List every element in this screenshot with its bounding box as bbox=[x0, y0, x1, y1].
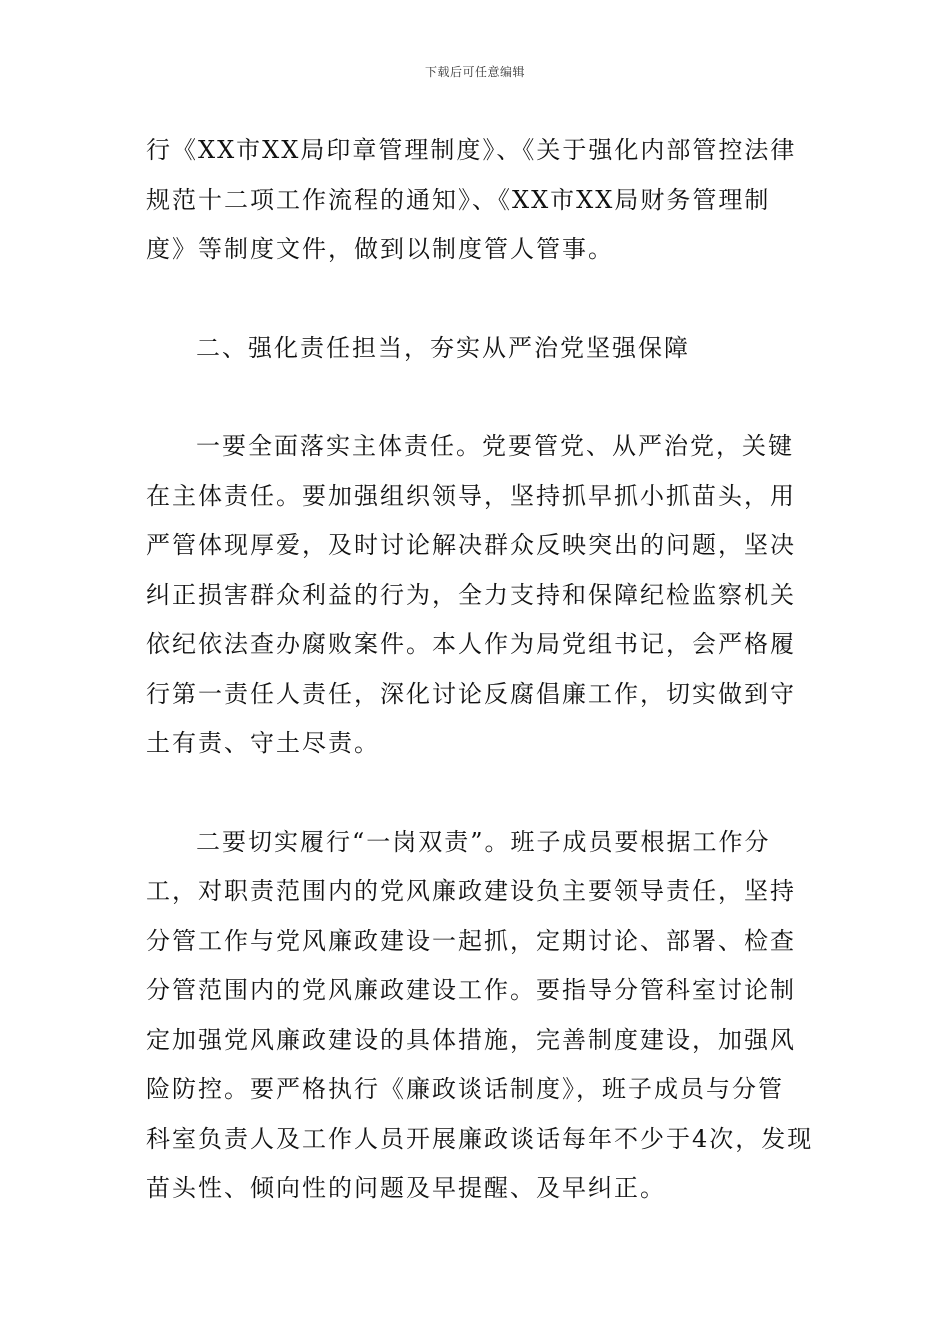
text-line: 工，对职责范围内的党风廉政建设负主要领导责任，坚持 bbox=[146, 877, 796, 905]
text-line: 定加强党风廉政建设的具体措施，完善制度建设，加强风 bbox=[146, 1025, 796, 1054]
text-line: 度》等制度文件，做到以制度管人管事。 bbox=[146, 235, 614, 263]
text-line: 科室负责人及工作人员开展廉政谈话每年不少于4次，发现 bbox=[146, 1124, 814, 1153]
text-line: 在主体责任。要加强组织领导，坚持抓早抓小抓苗头，用 bbox=[146, 481, 796, 510]
text-line: 土有责、守土尽责。 bbox=[146, 729, 380, 757]
text-line: 规范十二项工作流程的通知》、《XX市XX局财务管理制 bbox=[146, 185, 771, 214]
section-heading bbox=[146, 324, 806, 374]
text-line: 纠正损害群众利益的行为，全力支持和保障纪检监察机关 bbox=[146, 580, 796, 609]
text-line: 行第一责任人责任，深化讨论反腐倡廉工作，切实做到守 bbox=[146, 679, 796, 708]
text-line: 险防控。要严格执行《廉政谈话制度》，班子成员与分管 bbox=[146, 1075, 784, 1103]
page-header: 下载后可任意编辑 bbox=[424, 65, 525, 79]
text-line: 行《XX市XX局印章管理制度》、《关于强化内部管控法律 bbox=[146, 136, 797, 164]
paragraph-continued bbox=[146, 126, 806, 275]
text-line: 严管体现厚爱，及时讨论解决群众反映突出的问题，坚决 bbox=[146, 531, 796, 559]
text-line: 二要切实履行“一岗双责”。班子成员要根据工作分 bbox=[196, 827, 771, 856]
paragraph-dual-responsibility bbox=[146, 818, 814, 1214]
document-body bbox=[146, 126, 814, 1214]
paragraph-main-responsibility bbox=[146, 422, 806, 769]
text-line: 苗头性、倾向性的问题及早提醒、及早纠正。 bbox=[146, 1174, 666, 1202]
text-line: 依纪依法查办腐败案件。本人作为局党组书记，会严格履 bbox=[146, 630, 796, 658]
text-line: 一要全面落实主体责任。党要管党、从严治党，关键 bbox=[196, 432, 794, 460]
heading-line: 二、强化责任担当，夯实从严治党坚强保障 bbox=[196, 333, 690, 362]
text-line: 分管范围内的党风廉政建设工作。要指导分管科室讨论制 bbox=[146, 976, 796, 1004]
text-line: 分管工作与党风廉政建设一起抓，定期讨论、部署、检查 bbox=[146, 926, 796, 955]
